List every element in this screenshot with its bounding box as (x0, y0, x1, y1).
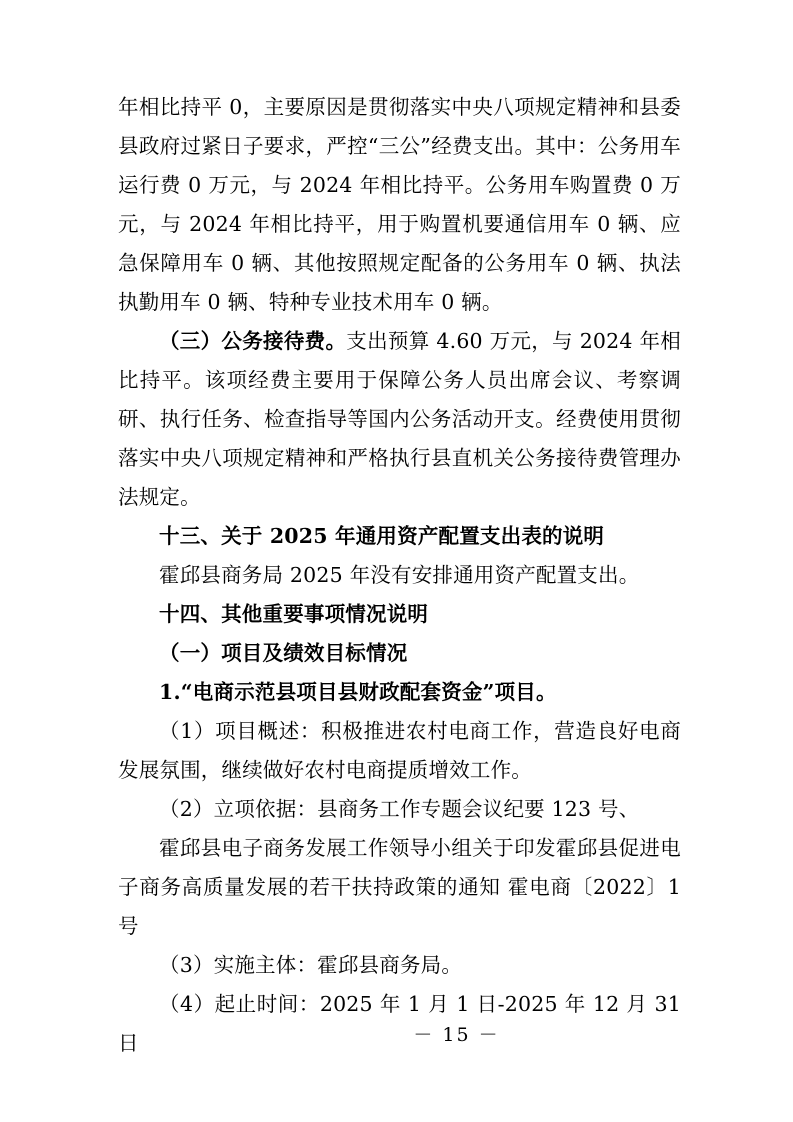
paragraph-official-reception-fee (118, 322, 681, 517)
paragraph-continuation: 年相比持平 0，主要原因是贯彻落实中央八项规定精神和县委县政府过紧日子要求，严控“三公”经费支出。其中：公务用车运行费 0 万元，与 2024 年相比持平。公务用车购置费 0 万元，与 2024 年相比持平，用于购置机要通信用车 0 辆、应急保障用车 0 辆、其他按照规定配备的公务用车 0 辆、执法执勤用车 0 辆、特种专业技术用车 0 辆。 (118, 95, 681, 314)
paragraph-project-implementer: （3）实施主体：霍邱县商务局。 (159, 953, 463, 977)
paragraph-project-basis: （2）立项依据：县商务工作专题会议纪要 123 号、 (159, 797, 640, 821)
document-body (118, 88, 681, 1063)
heading-project-item-1: 1.“电商示范县项目县财政配套资金”项目。 (159, 680, 557, 704)
heading-section-14-1: （一）项目及绩效目标情况 (159, 641, 408, 665)
heading-section-13: 十三、关于 2025 年通用资产配置支出表的说明 (159, 524, 605, 548)
paragraph-section-13-body: 霍邱县商务局 2025 年没有安排通用资产配置支出。 (159, 563, 640, 587)
paragraph-bold-lead: （三）公务接待费。 (159, 329, 347, 353)
heading-section-14: 十四、其他重要事项情况说明 (159, 602, 429, 626)
paragraph-project-basis-continued: 霍邱县电子商务发展工作领导小组关于印发霍邱县促进电子商务高质量发展的若干扶持政策的通知 霍电商〔2022〕1 号 (118, 836, 681, 938)
paragraph-text: 支出预算 4.60 万元，与 2024 年相比持平。该项经费主要用于保障公务人员出席会议、考察调研、执行任务、检查指导等国内公务活动开支。经费使用贯彻落实中央八项规定精神和严格执行县直机关公务接待费管理办法规定。 (118, 329, 681, 509)
paragraph-project-overview: （1）项目概述：积极推进农村电商工作，营造良好电商发展氛围，继续做好农村电商提质增效工作。 (118, 719, 681, 782)
paragraph-project-duration: （4）起止时间：2025 年 1 月 1 日-2025 年 12 月 31 日 (118, 992, 681, 1055)
page-number: － 15 － (413, 1024, 500, 1046)
